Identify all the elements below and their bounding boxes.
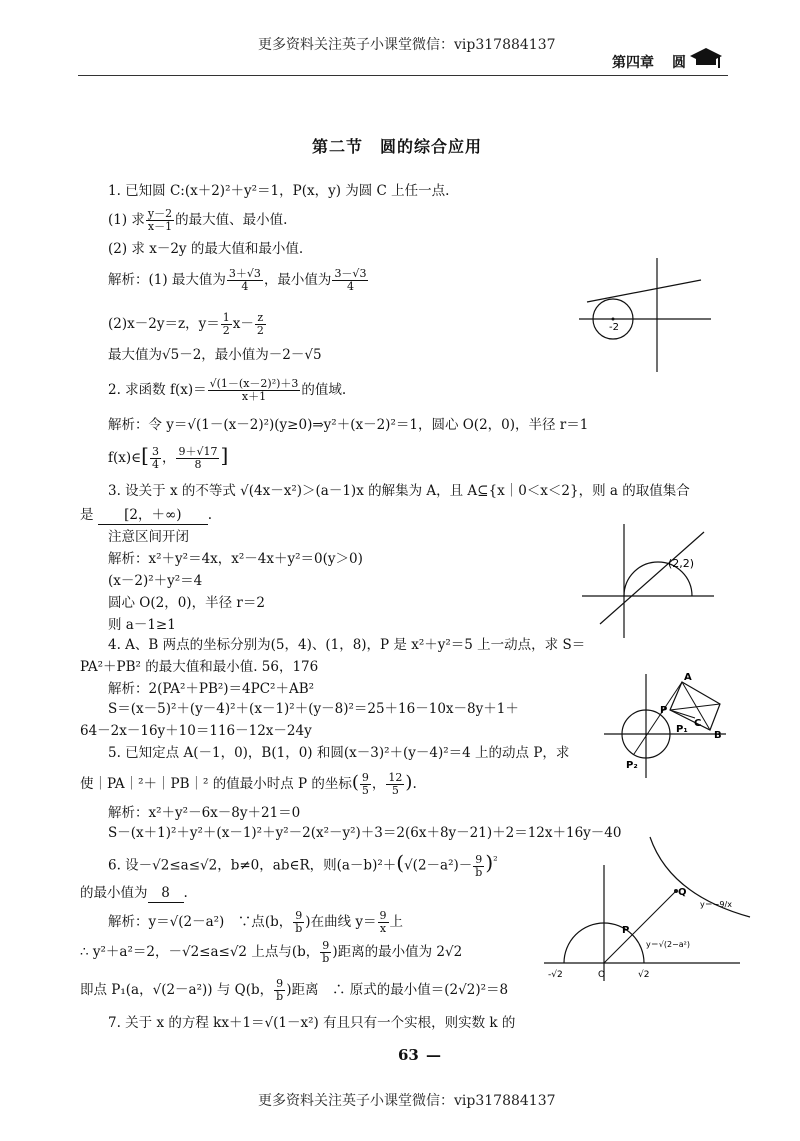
problem-4: 4. A、B 两点的坐标分别为(5，4)、(1，8)，P 是 x²＋y²＝5 上一动点，求 S＝ [108,637,586,653]
header-rule [78,75,728,76]
solution-4-line2: S＝(x－5)²＋(y－4)²＋(x－1)²＋(y－8)²＝25＋16－10x－8y＋1＋ [108,701,519,717]
svg-text:B: B [714,730,722,741]
solution-6-line2: ∴ y²＋a²＝2，－√2≤a≤√2 上点与(b， $\frac{9}{b}$ )距离的最小值为 2√2 [80,939,463,965]
svg-text:A: A [684,672,692,683]
svg-text:y＝−9/x: y＝−9/x [700,900,732,909]
svg-text:√2: √2 [638,970,650,980]
problem-4-cont: PA²＋PB² 的最大值和最小值. 56，176 [80,659,319,675]
note-3: 注意区间开闭 [108,529,189,545]
solution-1-line1: 解析：(1) 最大值为 $\frac{3+√3}{4}$ ，最小值为 $\frac{3-√3}{4}$ [108,267,367,293]
mortarboard-icon [688,44,724,70]
figure-4-curves [540,835,755,985]
problem-6-answer: 的最小值为 8 . [80,885,188,901]
solution-3-line3: 圆心 O(2，0)，半径 r＝2 [108,595,265,611]
header-watermark: 更多资料关注英子小课堂微信：vip317884137 [258,37,556,53]
svg-text:P: P [660,705,668,716]
svg-text:P₂: P₂ [626,760,638,771]
footer-watermark: 更多资料关注英子小课堂微信：vip317884137 [258,1093,556,1109]
svg-text:-√2: -√2 [548,970,563,980]
solution-1-line3: 最大值为√5－2，最小值为－2－√5 [108,347,322,363]
solution-6-line1: 解析：y＝√(2－a²) ∵点(b， $\frac{9}{b}$ )在曲线 y＝ $\frac{9}{x}$ 上 [108,909,403,935]
problem-5-cont: 使｜PA｜²＋｜PB｜² 的值最小时点 P 的坐标( $\frac{9}{5}$ ， $\frac{12}{5}$ ). [80,771,417,797]
svg-text:Q: Q [678,887,687,898]
problem-3-answer: 是 [2，＋∞) . [80,507,213,523]
figure-3-geometry [600,670,730,782]
page-number-dash: — [426,1046,441,1064]
solution-5-line1: 解析：x²＋y²－6x－8y＋21＝0 [108,805,301,821]
svg-text:P: P [622,925,630,936]
problem-2: 2. 求函数 f(x)＝ $\frac{\text{√(1－(x－2)²)＋3}}{x+1}$ 的值域. [108,377,347,403]
chapter-name: 圆 [672,55,686,71]
section-title: 第二节 圆的综合应用 [312,137,483,156]
solution-3-line2: (x－2)²＋y²＝4 [108,573,203,589]
solution-6-line3: 即点 P₁(a，√(2－a²)) 与 Q(b， $\frac{9}{b}$ )距离 ∴ 原式的最小值＝(2√2)²＝8 [80,977,509,1003]
problem-7: 7. 关于 x 的方程 kx＋1＝√(1－x²) 有且只有一个实根，则实数 k 的 [108,1015,516,1031]
svg-text:O: O [598,970,606,980]
problem-1-part1: (1) 求 $\frac{y-2}{x-1}$ 的最大值、最小值. [108,207,288,233]
svg-text:y＝√(2−a²): y＝√(2−a²) [646,940,690,949]
figure-1-label: -2 [609,322,619,333]
problem-1: 1. 已知圆 C:(x＋2)²＋y²＝1，P(x，y) 为圆 C 上任一点. [108,183,450,199]
solution-1-line2: (2)x－2y＝z，y＝ $\frac{1}{2}$ x－ $\frac{z}{2}$ [108,311,264,337]
problem-3: 3. 设关于 x 的不等式 √(4x－x²)＞(a－1)x 的解集为 A，且 A⊆{x｜0＜x＜2}，则 a 的取值集合 [108,483,690,499]
solution-4-line1: 解析：2(PA²＋PB²)＝4PC²＋AB² [108,681,315,697]
solution-3-line1: 解析：x²＋y²＝4x，x²－4x＋y²＝0(y＞0) [108,551,363,567]
solution-3-line4: 则 a－1≥1 [108,617,176,633]
problem-6: 6. 设－√2≤a≤√2，b≠0，ab∈R，则(a－b)²＋(√(2－a²)－ $\frac{9}{b}$ )$^{^2}$ [108,850,498,879]
figure-2-label: (2,2) [668,557,695,570]
figure-1-circle [575,254,715,376]
problem-1-part2: (2) 求 x－2y 的最大值和最小值. [108,241,304,257]
solution-2-line1: 解析：令 y＝√(1－(x－2)²)(y≥0)⇒y²＋(x－2)²＝1，圆心 O(2，0)，半径 r＝1 [108,417,589,433]
problem-5: 5. 已知定点 A(－1，0)，B(1，0) 和圆(x－3)²＋(y－4)²＝4 上的动点 P，求 [108,745,570,761]
chapter-label: 第四章 [612,55,654,71]
solution-4-line3: 64－2x－16y＋10＝116－12x－24y [80,723,312,739]
page-number: 63 [398,1046,419,1064]
solution-2-line2: f(x)∈[ $\frac{3}{4}$ ， $\frac{9+√17}{8}$ ] [108,443,229,471]
svg-text:P₁: P₁ [676,724,688,735]
svg-text:C: C [694,718,702,729]
figure-2-semicircle [578,520,718,642]
solution-5-line2: S－(x＋1)²＋y²＋(x－1)²＋y²－2(x²－y²)＋3＝2(6x＋8y－21)＋2＝12x＋16y－40 [108,825,622,841]
